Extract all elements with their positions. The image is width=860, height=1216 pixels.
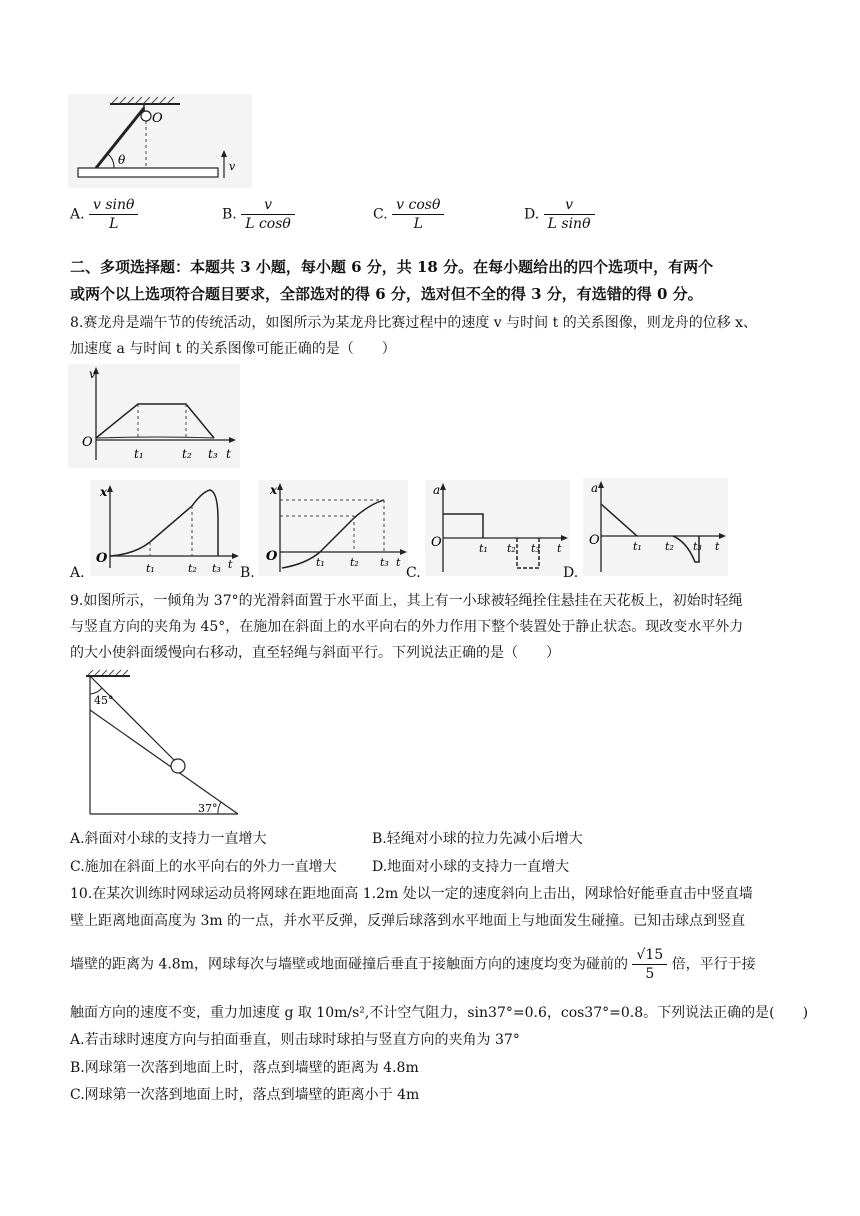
tick-label-t1: t₁ xyxy=(479,542,488,555)
axis-label-t: t xyxy=(715,540,720,553)
q7-option-b[interactable] xyxy=(222,196,295,233)
tick-label-t1: t₁ xyxy=(316,556,325,569)
tick-label-t1: t₁ xyxy=(633,540,642,553)
q9-figure xyxy=(68,668,248,820)
fraction-numerator: v xyxy=(544,196,595,215)
fraction xyxy=(544,196,595,233)
q10-stem-line3 xyxy=(70,946,756,983)
tick-label-t2: t₂ xyxy=(665,540,674,553)
q8-option-d-diagram xyxy=(583,478,728,576)
tick-label-t2: t₂ xyxy=(350,556,359,569)
option-letter: C. xyxy=(373,206,388,223)
q10-option-a[interactable]: A.若击球时速度方向与拍面垂直，则击球时球拍与竖直方向的夹角为 37° xyxy=(70,1032,520,1048)
q7-diagram xyxy=(68,94,252,188)
origin-label: O xyxy=(266,549,278,564)
fraction-denominator: L xyxy=(109,216,119,232)
tick-label-t3: t₃ xyxy=(380,556,389,569)
q10-stem-line3a: 墙壁的距离为 4.8m，网球每次与墙壁或地面碰撞后垂直于接触面方向的速度均变为碰前的 xyxy=(70,956,628,973)
fraction-numerator: v cosθ xyxy=(392,196,444,215)
origin-label: O xyxy=(82,435,93,450)
tick-label-t3: t₃ xyxy=(208,447,218,461)
q9-angle-37-label: 37° xyxy=(198,802,218,815)
q8-option-d-graph[interactable] xyxy=(583,478,728,576)
tick-label-t2: t₂ xyxy=(507,542,516,555)
origin-label: O xyxy=(589,533,600,548)
origin-label: O xyxy=(96,551,108,566)
tick-label-t2: t₂ xyxy=(182,447,192,461)
section2-heading-line2: 或两个以上选项符合题目要求，全部选对的得 6 分，选对但不全的得 3 分，有选错的得 0 分。 xyxy=(70,285,703,303)
fraction-denominator: L xyxy=(413,216,423,232)
axis-label-x: x xyxy=(100,485,108,499)
q10-stem-line4: 触面方向的速度不变，重力加速度 g 取 10m/s²,不计空气阻力，sin37°=0.6，cos37°=0.8。下列说法正确的是( ) xyxy=(70,1005,809,1021)
q9-stem-line2: 与竖直方向的夹角为 45°，在施加在斜面上的水平向右的外力作用下整个装置处于静止状态。现改变水平外力 xyxy=(70,619,744,635)
q9-option-c[interactable]: C.施加在斜面上的水平向右的外力一直增大 xyxy=(70,859,337,875)
q8-stem-line1: 8.赛龙舟是端午节的传统活动，如图所示为某龙舟比赛过程中的速度 v 与时间 t 的关系图像，则龙舟的位移 x、 xyxy=(70,315,758,331)
axis-label-x: x xyxy=(270,483,278,497)
fraction-denominator: L cosθ xyxy=(245,216,291,232)
fraction-numerator: v sinθ xyxy=(89,196,138,215)
q8-option-b-letter[interactable]: B. xyxy=(240,565,255,581)
q8-stem-line2: 加速度 a 与时间 t 的关系图像可能正确的是（ ） xyxy=(70,341,396,357)
q9-option-b[interactable]: B.轻绳对小球的拉力先减小后增大 xyxy=(372,831,583,847)
q10-fraction-numerator: √15 xyxy=(632,946,667,965)
q9-stem-line3: 的大小使斜面缓慢向右移动，直至轻绳与斜面平行。下列说法正确的是（ ） xyxy=(70,645,560,661)
axis-label-a: a xyxy=(591,481,599,495)
tick-label-t3: t₃ xyxy=(693,540,702,553)
q10-stem-line1: 10.在某次训练时网球运动员将网球在距地面高 1.2m 处以一定的速度斜向上击出，网球恰好能垂直击中竖直墙 xyxy=(70,886,753,902)
q7-figure xyxy=(68,94,252,188)
q9-option-d[interactable]: D.地面对小球的支持力一直增大 xyxy=(372,859,570,875)
q8-option-b-diagram xyxy=(258,480,408,576)
section2-heading-line1: 二、多项选择题：本题共 3 小题，每小题 6 分，共 18 分。在每小题给出的四个选项中，有两个 xyxy=(70,258,714,276)
fraction-denominator: L sinθ xyxy=(547,216,591,232)
tick-label-t2: t₂ xyxy=(188,562,197,575)
fraction xyxy=(241,196,295,233)
option-letter: A. xyxy=(70,206,85,223)
q8-option-d-letter[interactable]: D. xyxy=(563,565,579,581)
q8-option-c-letter[interactable]: C. xyxy=(406,565,421,581)
option-letter: D. xyxy=(524,206,540,223)
q7-option-c[interactable] xyxy=(373,196,444,233)
fraction xyxy=(392,196,444,233)
q8-option-c-diagram xyxy=(425,480,570,576)
axis-label-a: a xyxy=(433,483,441,497)
fraction xyxy=(89,196,138,233)
axis-label-t: t xyxy=(228,558,233,571)
q10-stem-line2: 壁上距离地面高度为 3m 的一点，并水平反弹，反弹后球落到水平地面上与地面发生碰撞。已知击球点到竖直 xyxy=(70,913,746,929)
tick-label-t1: t₁ xyxy=(146,562,155,575)
q7-option-d[interactable] xyxy=(524,196,595,233)
q10-fraction xyxy=(632,946,667,983)
tick-label-t3: t₃ xyxy=(212,562,221,575)
axis-label-t: t xyxy=(396,556,401,569)
q8-vt-graph xyxy=(68,364,240,468)
q7-label-theta: θ xyxy=(118,153,126,167)
q7-label-o: O xyxy=(152,111,163,126)
q7-label-v: v xyxy=(229,160,236,173)
q10-option-b[interactable]: B.网球第一次落到地面上时，落点到墙壁的距离为 4.8m xyxy=(70,1060,419,1076)
q9-option-a[interactable]: A.斜面对小球的支持力一直增大 xyxy=(70,831,267,847)
q8-option-a-diagram xyxy=(90,480,240,576)
axis-label-t: t xyxy=(557,542,562,555)
q7-option-a[interactable] xyxy=(70,196,138,233)
q8-option-c-graph[interactable] xyxy=(425,480,570,576)
fraction-numerator: v xyxy=(241,196,295,215)
q8-option-a-letter[interactable]: A. xyxy=(70,565,85,581)
q9-diagram xyxy=(68,668,248,820)
q10-stem-line3b: 倍，平行于接 xyxy=(671,956,756,973)
q8-option-b-graph[interactable] xyxy=(258,480,408,576)
tick-label-t1: t₁ xyxy=(134,447,144,461)
q9-angle-45-label: 45° xyxy=(94,694,114,707)
origin-label: O xyxy=(431,535,442,550)
q8-option-a-graph[interactable] xyxy=(90,480,240,576)
q10-fraction-denominator: 5 xyxy=(645,966,655,982)
option-letter: B. xyxy=(222,206,237,223)
axis-label-t: t xyxy=(226,447,231,461)
axis-label-v: v xyxy=(89,367,96,381)
tick-label-t3: t₃ xyxy=(531,542,540,555)
q9-stem-line1: 9.如图所示，一倾角为 37°的光滑斜面置于水平面上，其上有一小球被轻绳拴住悬挂在天花板上，初始时轻绳 xyxy=(70,593,743,609)
q10-option-c[interactable]: C.网球第一次落到地面上时，落点到墙壁的距离小于 4m xyxy=(70,1087,420,1103)
q8-vt-diagram xyxy=(68,364,240,468)
